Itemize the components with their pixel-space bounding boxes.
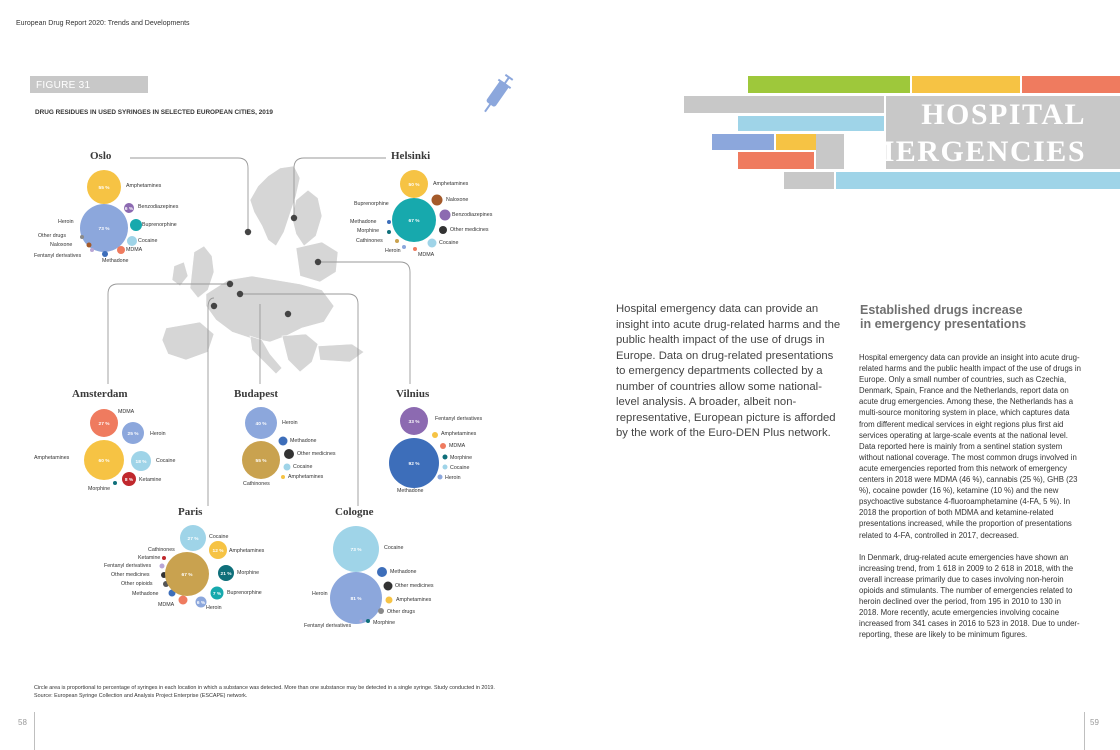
label-paris-amphetamines: Amphetamines — [229, 548, 265, 554]
bubble-value-label: 27 % — [187, 536, 199, 542]
bubble-oslo-cocaine — [127, 236, 137, 246]
bubble-helsinki-morphine — [387, 230, 391, 234]
label-vilnius-heroin: Heroin — [445, 475, 461, 481]
banner-bar — [748, 76, 910, 93]
label-budapest-other-medicines: Other medicines — [297, 451, 336, 457]
bubble-value-label: 27 % — [98, 421, 110, 427]
bubble-helsinki-heroin — [402, 245, 406, 249]
label-vilnius-amphetamines: Amphetamines — [441, 431, 477, 437]
bubble-value-label: 67 % — [181, 572, 193, 578]
bubble-helsinki-benzodiazepines — [440, 210, 451, 221]
label-helsinki-methadone: Methadone — [350, 219, 377, 225]
bubble-paris-fentanyl-derivatives — [160, 564, 165, 569]
bubble-oslo-mdma — [117, 246, 125, 254]
label-amsterdam-amphetamines: Amphetamines — [34, 455, 70, 461]
city-name: Helsinki — [391, 150, 431, 162]
banner-bar — [784, 172, 834, 189]
label-paris-cocaine: Cocaine — [209, 534, 229, 540]
city-name: Vilnius — [396, 388, 430, 400]
label-paris-fentanyl: Fentanyl derivatives — [104, 563, 152, 569]
bubble-budapest-cocaine — [284, 464, 291, 471]
body-paragraph: Hospital emergency data can provide an insight into acute drug-related harms and the public health impact of the use of drugs in Europe. Only a small number of countries, such as Czechia, Denmark, Spain, France and the Netherlands, report data on acute drug emergencies. Among these, the Netherlands has a multi-source monitoring system in place, which captures data from different medical services in eight regions plus first aid services operating at large-scale events at the national level. Data reported here is mainly from a sentinel station system without national coverage. The most common drugs involved in acute emergencies reported from this network of emergency centers in 2018 were MDMA (46 %), cannabis (25 %), GHB (23 %), cocaine powder (16 %), ketamine (10 %) and the new psychoactive substance 4-fluoroamphetamine (4-FA, 5 %). In 2018 the proportion of both MDMA and ketamine-related presentations increased, while the proportion of presentations related to 4-FA, controlled in 2017, decreased. — [859, 353, 1081, 540]
bubble-value-label: 92 % — [408, 461, 420, 467]
label-paris-buprenorphine: Buprenorphine — [227, 590, 262, 596]
page-divider-right — [1084, 712, 1085, 750]
section-heading-line2: in emergency presentations — [860, 317, 1027, 331]
label-cologne-cocaine: Cocaine — [384, 545, 404, 551]
bubble-value-label: 67 % — [408, 218, 420, 224]
label-oslo-fentanyl: Fentanyl derivatives — [34, 253, 82, 259]
bubble-oslo-methadone — [102, 251, 108, 257]
banner-bar — [1022, 76, 1120, 93]
banner-bar — [836, 172, 1120, 189]
bubble-value-label: 73 % — [350, 547, 362, 553]
city-name: Amsterdam — [72, 388, 128, 400]
bubble-value-label: 12 % — [212, 548, 224, 554]
label-budapest-heroin: Heroin — [282, 420, 298, 426]
bubble-budapest-other-medicines — [284, 449, 294, 459]
bubble-oslo-other-drugs — [80, 235, 84, 239]
label-oslo-mdma: MDMA — [126, 247, 143, 253]
label-paris-methadone: Methadone — [132, 591, 159, 597]
bubble-oslo-fentanyl-derivatives — [90, 248, 94, 252]
bubble-cologne-other-medicines — [384, 582, 393, 591]
figure-note: Circle area is proportional to percentage of syringes in each location in which a substance was detected. More than one substance may be detected in a single syringe. Study conducted in 2019. Source: European Syringe Collection and Analysis Project Enterprise (ESCAPE) network. — [34, 685, 495, 699]
label-paris-cathinones: Cathinones — [148, 547, 175, 553]
section-heading-line1: Established drugs increase — [860, 303, 1023, 317]
label-cologne-fentanyl: Fentanyl derivatives — [304, 623, 352, 629]
label-helsinki-other-medicines: Other medicines — [450, 227, 489, 233]
label-helsinki-buprenorphine: Buprenorphine — [354, 201, 389, 207]
label-oslo-amphetamines: Amphetamines — [126, 183, 162, 189]
bubble-cologne-fentanyl-derivatives — [360, 620, 363, 623]
label-oslo-heroin: Heroin — [58, 219, 74, 225]
intro-paragraph: Hospital emergency data can provide an insight into acute drug-related harms and the public health impact of the use of drugs in Europe. Data on drug-related presentations to emergency departments collected by a number of countries allow some national-level analysis. A broader, albeit non-representative, European picture is afforded by the work of the Euro-DEN Plus network. — [616, 303, 841, 439]
bubble-cologne-methadone — [377, 567, 387, 577]
bubble-cologne-other-drugs — [378, 608, 384, 614]
bubble-helsinki-methadone — [387, 220, 391, 224]
city-name: Paris — [178, 506, 203, 518]
label-helsinki-cathinones: Cathinones — [356, 238, 383, 244]
bubble-value-label: 55 % — [255, 458, 267, 464]
bubble-value-label: 6 % — [196, 600, 206, 606]
figure-title: DRUG RESIDUES IN USED SYRINGES IN SELECTED EUROPEAN CITIES, 2019 — [35, 109, 273, 116]
label-vilnius-morphine: Morphine — [450, 455, 473, 461]
label-cologne-amphetamines: Amphetamines — [396, 597, 432, 603]
label-oslo-naloxone: Naloxone — [50, 242, 73, 248]
body-paragraph: In Denmark, drug-related acute emergencies have shown an increasing trend, from 1 618 in 2009 to 2 618 in 2018, with the overall increase primarily due to cases involving non-heroin opioids and stimulants. The number of emergencies related to heroin declined over the period, from 195 in 2010 to 130 in 2018. More recently, acute emergencies involving cocaine increased from 341 cases in 2016 to 523 in 2018. Due to under-reporting, these are likely to be minimum figures. — [859, 552, 1080, 640]
label-paris-mdma: MDMA — [158, 602, 175, 608]
bubble-oslo-buprenorphine — [130, 219, 142, 231]
label-amsterdam-mdma: MDMA — [118, 409, 135, 415]
running-header: European Drug Report 2020: Trends and Developments — [16, 20, 190, 27]
label-helsinki-amphetamines: Amphetamines — [433, 181, 469, 187]
bubble-value-label: 55 % — [98, 185, 110, 191]
label-helsinki-cocaine: Cocaine — [439, 240, 459, 246]
section-title-line1: HOSPITAL — [921, 98, 1086, 131]
label-vilnius-cocaine: Cocaine — [450, 465, 470, 471]
label-helsinki-naloxone: Naloxone — [446, 197, 469, 203]
label-paris-other-opioids: Other opioids — [121, 581, 153, 587]
banner-bar — [738, 116, 884, 131]
bubble-cologne-morphine — [366, 619, 370, 623]
bubble-value-label: 25 % — [127, 431, 139, 437]
city-name: Budapest — [234, 388, 279, 400]
label-helsinki-mdma: MDMA — [418, 252, 435, 258]
label-cologne-other-medicines: Other medicines — [395, 583, 434, 589]
page-number-right: 59 — [1090, 718, 1099, 727]
label-amsterdam-cocaine: Cocaine — [156, 458, 176, 464]
label-vilnius-methadone: Methadone — [397, 488, 424, 494]
bubble-value-label: 50 % — [408, 182, 420, 188]
bubble-vilnius-amphetamines — [432, 432, 438, 438]
city-name: Cologne — [335, 506, 374, 518]
label-helsinki-benzodiazepines: Benzodiazepines — [452, 212, 493, 218]
bubble-value-label: 81 % — [350, 596, 362, 602]
bubble-vilnius-heroin — [438, 475, 443, 480]
page-divider-left — [34, 712, 35, 750]
bubble-value-label: 6 % — [124, 206, 134, 212]
label-budapest-methadone: Methadone — [290, 438, 317, 444]
label-oslo-methadone: Methadone — [102, 258, 129, 264]
banner-bar — [684, 96, 884, 113]
body-text — [859, 352, 1081, 651]
bubble-helsinki-mdma — [413, 247, 417, 251]
label-amsterdam-ketamine: Ketamine — [139, 477, 162, 483]
bubble-budapest-methadone — [279, 437, 288, 446]
banner-bar — [776, 134, 816, 150]
label-budapest-cocaine: Cocaine — [293, 464, 313, 470]
page-number-left: 58 — [18, 718, 27, 727]
label-oslo-cocaine: Cocaine — [138, 238, 158, 244]
label-budapest-amphetamines: Amphetamines — [288, 474, 324, 480]
banner-bar — [712, 134, 774, 150]
city-name: Oslo — [90, 150, 112, 162]
bubble-value-label: 18 % — [135, 459, 147, 465]
bubble-value-label: 33 % — [408, 419, 420, 425]
bubble-vilnius-morphine — [443, 455, 448, 460]
bubble-vilnius-cocaine — [443, 465, 448, 470]
bubble-value-label: 73 % — [98, 226, 110, 232]
bubble-helsinki-other-medicines — [439, 226, 447, 234]
section-title-line2: EMERGENCIES — [844, 135, 1086, 168]
label-helsinki-heroin: Heroin — [385, 248, 401, 254]
label-cologne-other-drugs: Other drugs — [387, 609, 415, 615]
label-paris-other-medicines: Other medicines — [111, 572, 150, 578]
bubble-value-label: 40 % — [255, 421, 267, 427]
bubble-cologne-amphetamines — [386, 597, 393, 604]
bubble-helsinki-cathinones — [395, 239, 399, 243]
figure-number: FIGURE 31 — [36, 80, 91, 91]
bubble-paris-ketamine — [162, 556, 166, 560]
label-oslo-buprenorphine: Buprenorphine — [142, 222, 177, 228]
banner-bar — [738, 152, 814, 169]
label-vilnius-fentanyl: Fentanyl derivatives — [435, 416, 483, 422]
banner-bar — [912, 76, 1020, 93]
bubble-value-label: 60 % — [98, 458, 110, 464]
bubble-value-label: 21 % — [220, 571, 232, 577]
label-cologne-heroin: Heroin — [312, 591, 328, 597]
bubble-value-label: 8 % — [124, 477, 134, 483]
label-amsterdam-morphine: Morphine — [88, 486, 111, 492]
bubble-value-label: 7 % — [212, 591, 222, 597]
label-cologne-morphine: Morphine — [373, 620, 396, 626]
label-oslo-other-drugs: Other drugs — [38, 233, 66, 239]
banner — [0, 0, 1120, 200]
bubble-amsterdam-morphine — [113, 481, 117, 485]
label-vilnius-mdma: MDMA — [449, 443, 466, 449]
bubble-budapest-amphetamines — [281, 475, 285, 479]
label-cologne-methadone: Methadone — [390, 569, 417, 575]
section-heading — [860, 303, 1026, 331]
label-paris-ketamine: Ketamine — [138, 555, 161, 561]
label-oslo-benzodiazepines: Benzodiazepines — [138, 204, 179, 210]
bubble-vilnius-mdma — [440, 443, 446, 449]
bubble-helsinki-cocaine — [428, 239, 437, 248]
banner-bar — [816, 134, 844, 169]
label-budapest-cathinones: Cathinones — [243, 481, 270, 487]
bubble-oslo-naloxone — [87, 243, 92, 248]
label-amsterdam-heroin: Heroin — [150, 431, 166, 437]
label-paris-heroin: Heroin — [206, 605, 222, 611]
label-paris-morphine: Morphine — [237, 570, 260, 576]
bubble-paris-mdma — [179, 596, 188, 605]
label-helsinki-morphine: Morphine — [357, 228, 380, 234]
